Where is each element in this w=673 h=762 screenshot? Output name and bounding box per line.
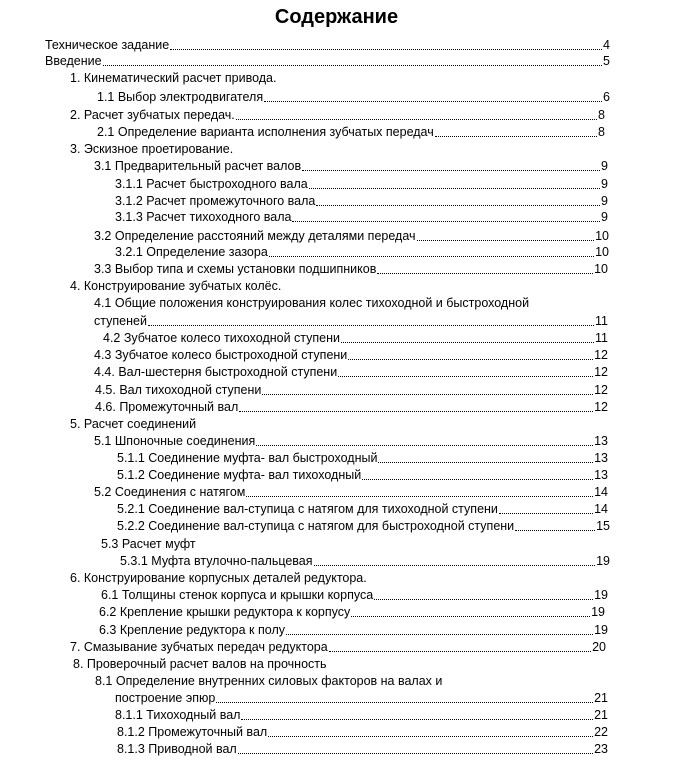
dot-leader bbox=[264, 101, 602, 102]
toc-entry[interactable] bbox=[94, 485, 608, 500]
toc-entry[interactable] bbox=[117, 451, 608, 466]
toc-entry-label: 3.2 Определение расстояний между деталями передач bbox=[94, 229, 416, 243]
toc-entry[interactable] bbox=[115, 210, 608, 225]
toc-entry-page: 11 bbox=[595, 314, 608, 328]
toc-entry[interactable] bbox=[115, 708, 608, 723]
dot-leader bbox=[338, 376, 593, 377]
toc-entry-page: 14 bbox=[594, 502, 608, 516]
dot-leader bbox=[238, 753, 593, 754]
toc-entry[interactable] bbox=[115, 691, 608, 706]
toc-entry-label: 6.1 Толщины стенок корпуса и крышки корпуса bbox=[101, 588, 374, 602]
dot-leader bbox=[329, 651, 591, 652]
toc-entry-page: 22 bbox=[594, 725, 608, 739]
toc-entry-page: 9 bbox=[601, 159, 608, 173]
toc-entry[interactable] bbox=[45, 38, 610, 53]
toc-entry[interactable] bbox=[99, 605, 605, 620]
dot-leader bbox=[269, 256, 594, 257]
toc-entry-page: 20 bbox=[592, 640, 606, 654]
toc-entry-label: 5.2 Соединения с натягом bbox=[94, 485, 246, 499]
toc-entry-page: 10 bbox=[594, 262, 608, 276]
toc-entry[interactable] bbox=[115, 194, 608, 209]
toc-entry[interactable] bbox=[70, 640, 606, 655]
toc-entry-label: 3.3 Выбор типа и схемы установки подшипников bbox=[94, 262, 377, 276]
toc-entry[interactable] bbox=[94, 365, 608, 380]
dot-leader bbox=[241, 719, 593, 720]
toc-entry-page: 15 bbox=[596, 519, 610, 533]
toc-section-heading[interactable]: 8. Проверочный расчет валов на прочность bbox=[73, 657, 327, 671]
toc-entry-page: 9 bbox=[601, 194, 608, 208]
toc-entry[interactable] bbox=[120, 554, 610, 569]
dot-leader bbox=[378, 462, 593, 463]
dot-leader bbox=[374, 599, 593, 600]
toc-entry-label[interactable]: 4.1 Общие положения конструирования колес тихоходной и быстроходной bbox=[94, 296, 530, 310]
toc-entry-page: 8 bbox=[598, 125, 605, 139]
toc-entry-label: 4.6. Промежуточный вал bbox=[95, 400, 239, 414]
toc-entry[interactable] bbox=[95, 400, 608, 415]
toc-entry-label: 3.1.3 Расчет тихоходного вала bbox=[115, 210, 292, 224]
toc-entry[interactable] bbox=[115, 177, 608, 192]
toc-entry-label[interactable]: 5.3 Расчет муфт bbox=[101, 537, 196, 551]
toc-entry[interactable] bbox=[117, 519, 610, 534]
toc-entry[interactable] bbox=[97, 90, 610, 105]
toc-section-heading[interactable]: 1. Кинематический расчет привода. bbox=[70, 71, 277, 85]
toc-entry-page: 9 bbox=[601, 177, 608, 191]
toc-entry-page: 19 bbox=[596, 554, 610, 568]
toc-entry[interactable] bbox=[94, 159, 608, 174]
toc-entry-page: 10 bbox=[595, 245, 609, 259]
toc-entry-label: 8.1.3 Приводной вал bbox=[117, 742, 237, 756]
toc-entry-label: Техническое задание bbox=[45, 38, 170, 52]
toc-entry-page: 21 bbox=[594, 708, 608, 722]
toc-entry-label: 7. Смазывание зубчатых передач редуктора bbox=[70, 640, 328, 654]
dot-leader bbox=[286, 634, 593, 635]
dot-leader bbox=[170, 49, 602, 50]
toc-entry-page: 12 bbox=[594, 383, 608, 397]
toc-entry-label: 5.3.1 Муфта втулочно-пальцевая bbox=[120, 554, 313, 568]
toc-entry-label: 5.2.2 Соединение вал-ступица с натягом для быстроходной ступени bbox=[117, 519, 515, 533]
toc-section-heading[interactable]: 5. Расчет соединений bbox=[70, 417, 197, 431]
toc-entry-label: 3.1 Предварительный расчет валов bbox=[94, 159, 302, 173]
toc-entry-page: 14 bbox=[594, 485, 608, 499]
toc-entry[interactable] bbox=[115, 245, 609, 260]
toc-section-heading[interactable]: 3. Эскизное проетирование. bbox=[70, 142, 234, 156]
toc-entry-label: 2.1 Определение варианта исполнения зубчатых передач bbox=[97, 125, 434, 139]
dot-leader bbox=[148, 325, 594, 326]
dot-leader bbox=[292, 221, 600, 222]
toc-entry-page: 12 bbox=[594, 365, 608, 379]
toc-entry-page: 21 bbox=[594, 691, 608, 705]
dot-leader bbox=[499, 513, 593, 514]
toc-entry-label: 8.1.2 Промежуточный вал bbox=[117, 725, 268, 739]
toc-entry-page: 13 bbox=[594, 434, 608, 448]
dot-leader bbox=[309, 188, 600, 189]
toc-entry-label: 8.1.1 Тихоходный вал bbox=[115, 708, 241, 722]
toc-entry-label: 5.1 Шпоночные соединения bbox=[94, 434, 256, 448]
toc-entry-label: построение эпюр bbox=[115, 691, 216, 705]
toc-section-heading[interactable]: 6. Конструирование корпусных деталей редуктора. bbox=[70, 571, 367, 585]
toc-entry[interactable] bbox=[94, 314, 608, 329]
dot-leader bbox=[435, 136, 597, 137]
toc-entry-page: 12 bbox=[594, 400, 608, 414]
toc-entry[interactable] bbox=[117, 725, 608, 740]
toc-entry-page: 19 bbox=[594, 588, 608, 602]
dot-leader bbox=[316, 205, 600, 206]
toc-entry-page: 11 bbox=[595, 331, 608, 345]
toc-entry[interactable] bbox=[117, 742, 608, 757]
toc-entry[interactable] bbox=[94, 229, 609, 244]
dot-leader bbox=[262, 394, 593, 395]
toc-entry-page: 8 bbox=[598, 108, 605, 122]
toc-entry-page: 9 bbox=[601, 210, 608, 224]
toc-entry-label: 4.4. Вал-шестерня быстроходной ступени bbox=[94, 365, 338, 379]
dot-leader bbox=[216, 702, 593, 703]
dot-leader bbox=[239, 411, 593, 412]
dot-leader bbox=[362, 479, 593, 480]
page-title: Содержание bbox=[274, 6, 399, 28]
dot-leader bbox=[515, 530, 595, 531]
toc-entry-label: 3.2.1 Определение зазора bbox=[115, 245, 268, 259]
dot-leader bbox=[377, 273, 593, 274]
toc-entry-label: Введение bbox=[45, 54, 102, 68]
toc-entry-page: 4 bbox=[603, 38, 610, 52]
dot-leader bbox=[314, 565, 596, 566]
dot-leader bbox=[417, 240, 595, 241]
toc-entry[interactable] bbox=[45, 54, 610, 69]
toc-entry-page: 10 bbox=[595, 229, 609, 243]
dot-leader bbox=[351, 616, 590, 617]
toc-entry[interactable] bbox=[101, 588, 608, 603]
toc-entry[interactable] bbox=[117, 468, 608, 483]
toc-entry-page: 23 bbox=[594, 742, 608, 756]
toc-entry-label: 4.5. Вал тихоходной ступени bbox=[95, 383, 262, 397]
toc-entry[interactable] bbox=[94, 262, 608, 277]
toc-entry[interactable] bbox=[95, 383, 608, 398]
toc-entry-label: 5.1.2 Соединение муфта- вал тихоходный bbox=[117, 468, 362, 482]
toc-entry-label: 4.3 Зубчатое колесо быстроходной ступени bbox=[94, 348, 348, 362]
toc-entry[interactable] bbox=[97, 125, 605, 140]
toc-entry-label: 3.1.1 Расчет быстроходного вала bbox=[115, 177, 308, 191]
toc-entry-label: 6.2 Крепление крышки редуктора к корпусу bbox=[99, 605, 351, 619]
toc-entry[interactable] bbox=[94, 348, 608, 363]
toc-entry-page: 19 bbox=[591, 605, 605, 619]
toc-entry[interactable] bbox=[117, 502, 608, 517]
toc-entry[interactable] bbox=[94, 434, 608, 449]
toc-entry-page: 19 bbox=[594, 623, 608, 637]
dot-leader bbox=[302, 170, 600, 171]
toc-entry-page: 13 bbox=[594, 451, 608, 465]
toc-entry-label: 6.3 Крепление редуктора к полу bbox=[99, 623, 285, 637]
dot-leader bbox=[268, 736, 593, 737]
toc-entry-label[interactable]: 8.1 Определение внутренних силовых факторов на валах и bbox=[95, 674, 443, 688]
toc-entry[interactable] bbox=[99, 623, 608, 638]
dot-leader bbox=[348, 359, 593, 360]
toc-entry-label: 1.1 Выбор электродвигателя bbox=[97, 90, 264, 104]
toc-entry[interactable] bbox=[103, 331, 608, 346]
toc-entry-label: ступеней bbox=[94, 314, 147, 328]
toc-entry-page: 12 bbox=[594, 348, 608, 362]
toc-entry[interactable] bbox=[70, 108, 605, 123]
dot-leader bbox=[256, 445, 593, 446]
toc-entry-page: 6 bbox=[603, 90, 610, 104]
toc-entry-label: 2. Расчет зубчатых передач. bbox=[70, 108, 235, 122]
dot-leader bbox=[103, 65, 602, 66]
toc-entry-label: 5.2.1 Соединение вал-ступица с натягом для тихоходной ступени bbox=[117, 502, 498, 516]
toc-entry-label: 4.2 Зубчатое колесо тихоходной ступени bbox=[103, 331, 341, 345]
dot-leader bbox=[341, 342, 594, 343]
toc-section-heading[interactable]: 4. Конструирование зубчатых колёс. bbox=[70, 279, 282, 293]
toc-entry-label: 3.1.2 Расчет промежуточного вала bbox=[115, 194, 316, 208]
dot-leader bbox=[236, 119, 597, 120]
toc-entry-label: 5.1.1 Соединение муфта- вал быстроходный bbox=[117, 451, 378, 465]
toc-entry-page: 5 bbox=[603, 54, 610, 68]
dot-leader bbox=[246, 496, 593, 497]
toc-entry-page: 13 bbox=[594, 468, 608, 482]
